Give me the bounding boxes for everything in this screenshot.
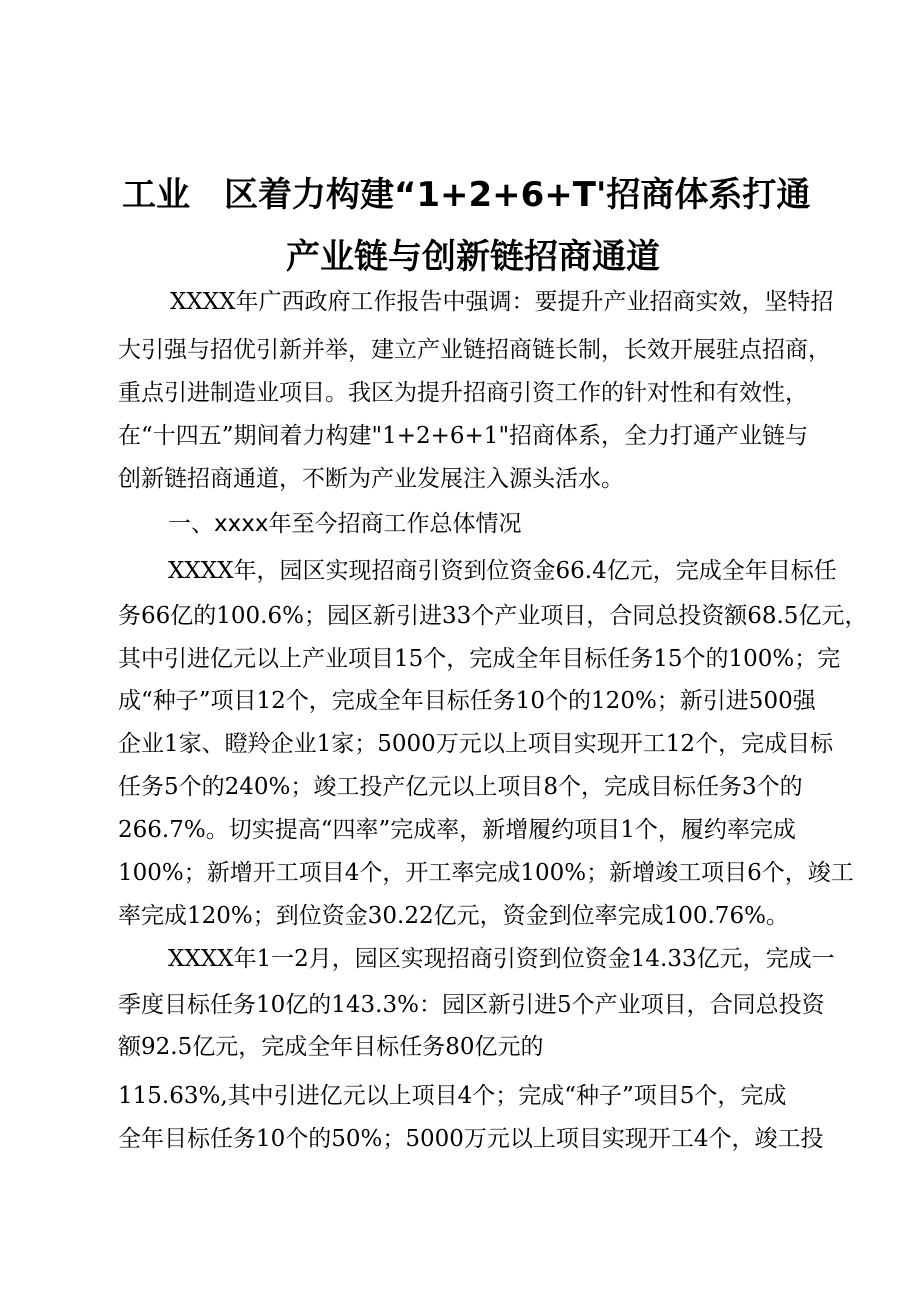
paragraph-line: 全年目标任务10个的50%；5000万元以上项目实现开工4个，竣工投 [118, 1126, 824, 1152]
paragraph-line: 266.7%。切实提高“四率”完成率，新增履约项目1个，履约率完成 [118, 817, 796, 843]
paragraph-line: 企业1家、瞪羚企业1家；5000万元以上项目实现开工12个，完成目标 [118, 731, 834, 757]
paragraph-line: 季度目标任务10亿的143.3%：园区新引进5个产业项目，合同总投资 [118, 992, 825, 1018]
intro-line: 在“十四五”期间着力构建"1+2+6+1"招商体系，全力打通产业链与 [118, 423, 809, 449]
document-title-line-2: 产业链与创新链招商通道 [286, 237, 660, 277]
intro-line: XXXX年广西政府工作报告中强调：要提升产业招商实效，坚特招 [170, 289, 834, 315]
paragraph-line: 100%；新增开工项目4个，开工率完成100%；新增竣工项目6个，竣工 [118, 860, 854, 886]
document-title-line-1 [122, 175, 810, 215]
paragraph-line: 率完成120%；到位资金30.22亿元，资金到位率完成100.76%。 [118, 903, 789, 929]
title-fragment-2: 区着力构建“1+2+6+T'招商体系打通 [224, 175, 811, 215]
intro-line: 大引强与招优引新并举，建立产业链招商链长制，长效开展驻点招商， [118, 337, 831, 363]
paragraph-line: XXXX年，园区实现招商引资到位资金66.4亿元，完成全年目标任 [168, 558, 837, 584]
paragraph-line: 额92.5亿元，完成全年目标任务80亿元的 [118, 1034, 544, 1060]
paragraph-line: 成“种子”项目12个，完成全年目标任务10个的120%；新引进500强 [118, 688, 816, 714]
title-fragment-1: 工业 [122, 175, 190, 215]
intro-line: 创新链招商通道，不断为产业发展注入源头活水。 [118, 466, 624, 492]
paragraph-line: 任务5个的240%；竣工投产亿元以上项目8个，完成目标任务3个的 [118, 774, 803, 800]
paragraph-line: 115.63%,其中引进亿元以上项目4个；完成“种子”项目5个，完成 [118, 1083, 787, 1109]
section-heading: 一、xxxx年至今招商工作总体情况 [168, 511, 522, 537]
intro-line: 重点引进制造业项目。我区为提升招商引资工作的针对性和有效性， [118, 380, 808, 406]
paragraph-line: XXXX年1一2月，园区实现招商引资到位资金14.33亿元，完成一 [168, 946, 835, 972]
paragraph-line: 其中引进亿元以上产业项目15个，完成全年目标任务15个的100%；完 [118, 646, 841, 672]
paragraph-line: 务66亿的100.6%；园区新引进33个产业项目，合同总投资额68.5亿元， [118, 603, 868, 629]
